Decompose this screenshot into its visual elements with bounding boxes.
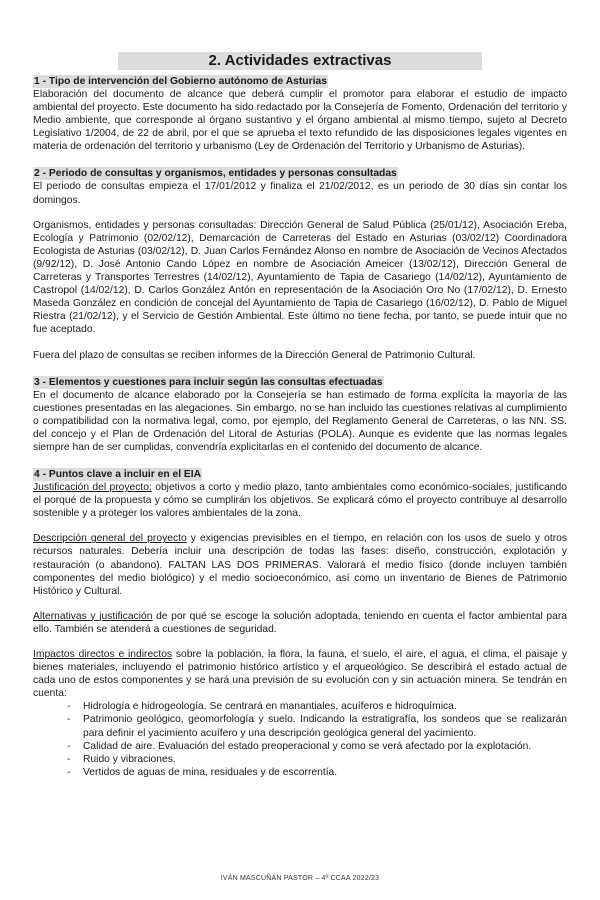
section-heading-1: 1 - Tipo de intervención del Gobierno autónomo de Asturias	[34, 76, 327, 87]
list-item: - Hidrología e hidrogeología. Se centrará en manantiales, acuíferos e hidroquímica.	[83, 700, 567, 713]
impacts-text: sobre la población, la flora, la fauna, el suelo, el aire, el agua, el clima, el paisaje y bienes materiales, incluyendo el patrimonio histórico artístico y el arqueológico. Se describirá el estado actual de cada uno de estos componentes y se hará una previsión de su evolución con y sin actuación minera. Se tendrán en cuenta:	[33, 649, 567, 700]
section-heading-3: 3 - Elementos y cuestiones para incluir según las consultas efectuadas	[34, 376, 383, 388]
description-label: Descripción general del proyecto	[33, 533, 187, 545]
list-item: - Patrimonio geológico, geomorfología y suelo. Indicando la estratigrafía, los sondeos que se realizarán para definir el yacimiento acuífero y una descripción geológica general del yacimiento.	[83, 713, 567, 739]
list-item: - Ruido y vibraciones.	[83, 753, 567, 766]
list-item: - Vertidos de aguas de mina, residuales y de escorrentía.	[83, 766, 567, 779]
section-3-paragraph: En el documento de alcance elaborado por la Consejería se han estimado de forma explícita la mayoría de las cuestiones presentadas en las alegaciones. Sin embargo, no se han incluido las cuestiones relativas al cumplimiento o compatibilidad con la normativa legal, como, por ejemplo, del Reglamento General de Carreteras, o las NN. SS. del concejo y el Plan de Ordenación del Litoral de Asturias (POLA). Aunque es evidente que las normas legales siempre han de ser cumplidas, convendría explicitarlas en el contenido del documento de alcance.	[33, 389, 567, 453]
page-footer: IVÁN MASCUÑÁN PASTOR – 4º CCAA 2022/23	[220, 875, 380, 882]
impacts-list	[33, 700, 567, 779]
description-text: y exigencias previsibles en el tiempo, en relación con los usos de suelo y otros recursos naturales. Debería incluir una descripción de todas las fases: diseño, construcción, explotación y restauración (o abandono). FALTAN LAS DOS PRIMERAS. Valorará el medio físico (donde incluyen también componentes del medio biológico) y el medio socioeconómico, así como un inventario de Bienes de Patrimonio Histórico y Cultural.	[33, 533, 567, 597]
impacts-paragraph	[33, 648, 567, 700]
justification-paragraph	[33, 481, 567, 520]
impacts-label: Impactos directos e indirectos	[33, 649, 173, 660]
alternatives-text: de por qué se escoge la solución adoptada, teniendo en cuenta el factor ambiental para ello. También se atenderá a cuestiones de seguridad.	[33, 610, 567, 635]
description-paragraph	[33, 532, 567, 597]
document-page	[0, 52, 600, 900]
section-heading-2: 2 - Periodo de consultas y organismos, entidades y personas consultadas	[34, 168, 397, 180]
page-title: 2. Actividades extractivas	[118, 52, 482, 70]
list-item: - Calidad de aire. Evaluación del estado preoperacional y como se verá afectado por la explotación.	[83, 740, 567, 753]
section-2-paragraph-3: Fuera del plazo de consultas se reciben informes de la Dirección General de Patrimonio Cultural.	[33, 349, 476, 361]
alternatives-paragraph	[33, 610, 567, 636]
section-2-paragraph-2: Organismos, entidades y personas consultadas: Dirección General de Salud Pública (25/01/12), Asociación Ereba, Ecología y Patrimonio (02/02/12), Demarcación de Carreteras del Estado en Asturias (03/02/12) Coordinadora Ecologista de Asturias (03/02/12), D. Juan Carlos Fernández Alonso en nombre de Asociación de Vecinos Afectados (9/92/12), D. José Antonio Cando López en nombre de Asociación Ameicer (13/02/12), Dirección General de Carreteras y Transportes Terrestres (14/02/12), Ayuntamiento de Tapia de Casariego (14/02/12), Ayuntamiento de Castropol (14/02/12), D. Carlos González Antón en representación de la Asociación Oro No (17/02/12), D. Ernesto Maseda González en condición de concejal del Ayuntamiento de Tapia de Casariego (16/02/12), D. Pablo de Miguel Riestra (21/02/12), y el Servicio de Gestión Ambiental. Este último no tiene fecha, por tanto, se puede intuir que no fue aceptado.	[33, 219, 567, 336]
section-1-paragraph: Elaboración del documento de alcance que deberá cumplir el promotor para elaborar el estudio de impacto ambiental del proyecto. Este documento ha sido redactado por la Consejería de Fomento, Ordenación del territorio y Medio ambiente, que corresponde al órgano sustantivo y el órgano ambiental al mismo tiempo, sujeto al Decreto Legislativo 1/2004, de 22 de abril, por el que se aprueba el texto refundido de las disposiciones legales vigentes en materia de ordenación del territorio y urbanismo (Ley de Ordenación del Territorio y Urbanismo de Asturias).	[33, 89, 567, 153]
section-2-paragraph-1: El periodo de consultas empieza el 17/01/2012 y finaliza el 21/02/2012, es un periodo de 30 días sin contar los domingos.	[33, 181, 567, 206]
justification-label: Justificación del proyecto:	[33, 482, 152, 494]
section-heading-4: 4 - Puntos clave a incluir en el EIA	[34, 469, 202, 481]
justification-text: objetivos a corto y medio plazo, tanto ambientales como económico-sociales, justificando el porqué de la propuesta y cómo se cumplirán los objetivos. Se explicará cómo el proyecto contribuye al desarrollo sostenible y a proteger los valores ambientales de la zona.	[33, 482, 567, 520]
alternatives-label: Alternativas y justificación	[33, 610, 153, 622]
